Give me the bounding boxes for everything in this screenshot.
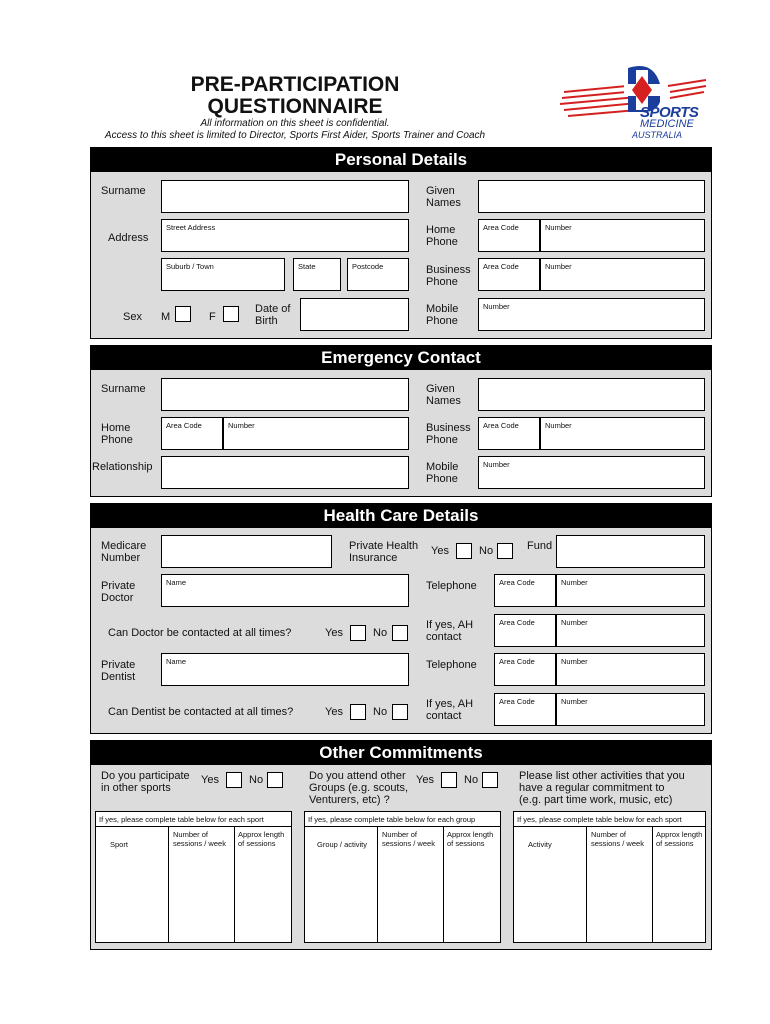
- fund-label: Fund: [527, 540, 553, 552]
- dentist-no-label: No: [373, 706, 388, 718]
- sports-table[interactable]: [95, 811, 292, 943]
- surname-label: Surname: [101, 185, 146, 197]
- dentist-no-checkbox[interactable]: [392, 704, 408, 720]
- mobile-phone-label: Mobile Phone: [426, 303, 459, 327]
- male-label: M: [161, 311, 171, 323]
- mobile-phone-field[interactable]: [478, 298, 705, 331]
- doctor-ah-area-field[interactable]: [494, 614, 556, 647]
- groups-no-label: No: [464, 774, 479, 786]
- groups-col-sessions: Number of sessions / week: [382, 830, 435, 848]
- logo-text-sports: SPORTS: [640, 104, 699, 121]
- number-hint: Number: [561, 618, 588, 627]
- number-hint: Number: [561, 657, 588, 666]
- street-address-field[interactable]: [161, 219, 409, 252]
- number-hint: Number: [545, 262, 572, 271]
- confidential-note: All information on this sheet is confidential.: [200, 118, 390, 129]
- doctor-no-label: No: [373, 627, 388, 639]
- number-hint: Number: [545, 223, 572, 232]
- given-names-field[interactable]: [478, 180, 705, 213]
- fund-field[interactable]: [556, 535, 705, 568]
- number-hint: Number: [228, 421, 255, 430]
- ec-mobile-field[interactable]: [478, 456, 705, 489]
- groups-col-group: Group / activity: [317, 840, 368, 849]
- ec-surname-field[interactable]: [161, 378, 409, 411]
- dentist-area-field[interactable]: [494, 653, 556, 686]
- postcode-hint: Postcode: [352, 262, 384, 271]
- street-address-hint: Street Address: [166, 223, 216, 232]
- activities-table-note: If yes, please complete table below for each sport: [517, 815, 682, 824]
- number-hint: Number: [545, 421, 572, 430]
- activities-col-activity: Activity: [528, 840, 552, 849]
- groups-no-checkbox[interactable]: [482, 772, 498, 788]
- sports-yes-label: Yes: [201, 774, 219, 786]
- number-hint: Number: [561, 578, 588, 587]
- suburb-hint: Suburb / Town: [166, 262, 214, 271]
- other-commitments-section: [90, 740, 712, 950]
- other-commitments-heading: Other Commitments: [91, 741, 711, 765]
- male-checkbox[interactable]: [175, 306, 191, 322]
- doctor-area-field[interactable]: [494, 574, 556, 607]
- doctor-ah-number-field[interactable]: [556, 614, 705, 647]
- home-phone-area-field[interactable]: [478, 219, 540, 252]
- groups-table[interactable]: [304, 811, 501, 943]
- dentist-ah-number-field[interactable]: [556, 693, 705, 726]
- logo-text-medicine: MEDICINE: [640, 118, 694, 130]
- sports-table-note: If yes, please complete table below for each sport: [99, 815, 264, 824]
- ph-no-label: No: [479, 545, 494, 557]
- personal-details-section: [90, 147, 712, 339]
- surname-field[interactable]: [161, 180, 409, 213]
- female-checkbox[interactable]: [223, 306, 239, 322]
- doctor-yes-checkbox[interactable]: [350, 625, 366, 641]
- ec-given-names-label: Given Names: [426, 383, 461, 407]
- q-other-groups: Do you attend other Groups (e.g. scouts, Venturers, etc) ?: [309, 770, 409, 806]
- ec-business-phone-label: Business Phone: [426, 422, 471, 446]
- private-health-label: Private Health Insurance: [349, 540, 419, 564]
- home-phone-number-field[interactable]: [540, 219, 705, 252]
- area-code-hint: Area Code: [499, 657, 535, 666]
- sex-label: Sex: [123, 311, 142, 323]
- female-label: F: [209, 311, 216, 323]
- doctor-ah-label: If yes, AH contact: [426, 619, 474, 643]
- doctor-telephone-label: Telephone: [426, 580, 477, 592]
- area-code-hint: Area Code: [499, 697, 535, 706]
- ec-home-number-field[interactable]: [223, 417, 409, 450]
- number-hint: Number: [483, 302, 510, 311]
- relationship-field[interactable]: [161, 456, 409, 489]
- sports-col-sport: Sport: [110, 840, 128, 849]
- medicare-field[interactable]: [161, 535, 332, 568]
- name-hint: Name: [166, 657, 187, 666]
- groups-yes-checkbox[interactable]: [441, 772, 457, 788]
- address-label: Address: [108, 232, 149, 244]
- business-phone-label: Business Phone: [426, 264, 471, 288]
- state-hint: State: [298, 262, 316, 271]
- ec-business-area-field[interactable]: [478, 417, 540, 450]
- private-doctor-label: Private Doctor: [101, 580, 136, 604]
- business-phone-area-field[interactable]: [478, 258, 540, 291]
- sports-col-sessions: Number of sessions / week: [173, 830, 226, 848]
- number-hint: Number: [561, 697, 588, 706]
- ec-mobile-phone-label: Mobile Phone: [426, 461, 459, 485]
- dentist-contact-question: Can Dentist be contacted at all times?: [108, 706, 294, 718]
- sports-yes-checkbox[interactable]: [226, 772, 242, 788]
- doctor-no-checkbox[interactable]: [392, 625, 408, 641]
- home-phone-label: Home Phone: [426, 224, 458, 248]
- ec-home-phone-label: Home Phone: [101, 422, 133, 446]
- q-other-sports: Do you participate in other sports: [101, 770, 190, 794]
- given-names-label: Given Names: [426, 185, 461, 209]
- health-care-section: [90, 503, 712, 734]
- area-code-hint: Area Code: [483, 223, 519, 232]
- doctor-name-field[interactable]: [161, 574, 409, 607]
- dob-field[interactable]: [300, 298, 409, 331]
- activities-col-length: Approx length of sessions: [656, 830, 703, 848]
- activities-col-sessions: Number of sessions / week: [591, 830, 644, 848]
- doctor-contact-question: Can Doctor be contacted at all times?: [108, 627, 292, 639]
- dentist-name-field[interactable]: [161, 653, 409, 686]
- business-phone-number-field[interactable]: [540, 258, 705, 291]
- area-code-hint: Area Code: [499, 578, 535, 587]
- name-hint: Name: [166, 578, 187, 587]
- area-code-hint: Area Code: [483, 262, 519, 271]
- dob-label: Date of Birth: [255, 303, 291, 327]
- area-code-hint: Area Code: [166, 421, 202, 430]
- dentist-telephone-label: Telephone: [426, 659, 477, 671]
- ph-yes-label: Yes: [431, 545, 449, 557]
- state-field[interactable]: [293, 258, 341, 291]
- postcode-field[interactable]: [347, 258, 409, 291]
- doctor-number-field[interactable]: [556, 574, 705, 607]
- ec-given-names-field[interactable]: [478, 378, 705, 411]
- private-dentist-label: Private Dentist: [101, 659, 136, 683]
- ec-surname-label: Surname: [101, 383, 146, 395]
- sports-col-length: Approx length of sessions: [238, 830, 285, 848]
- sports-no-checkbox[interactable]: [267, 772, 283, 788]
- health-care-heading: Health Care Details: [91, 504, 711, 528]
- emergency-contact-section: [90, 345, 712, 497]
- page-title-line2: QUESTIONNAIRE: [207, 95, 383, 118]
- dentist-number-field[interactable]: [556, 653, 705, 686]
- ec-home-area-field[interactable]: [161, 417, 223, 450]
- dentist-yes-checkbox[interactable]: [350, 704, 366, 720]
- sports-no-label: No: [249, 774, 264, 786]
- personal-details-heading: Personal Details: [91, 148, 711, 172]
- dentist-ah-label: If yes, AH contact: [426, 698, 474, 722]
- dentist-ah-area-field[interactable]: [494, 693, 556, 726]
- emergency-contact-heading: Emergency Contact: [91, 346, 711, 370]
- medicare-label: Medicare Number: [101, 540, 147, 564]
- number-hint: Number: [483, 460, 510, 469]
- ph-yes-checkbox[interactable]: [456, 543, 472, 559]
- doctor-yes-label: Yes: [325, 627, 343, 639]
- groups-col-length: Approx length of sessions: [447, 830, 494, 848]
- q-other-activities: Please list other activities that you have a regular commitment to (e.g. part time work, music, etc): [519, 770, 685, 806]
- ec-business-number-field[interactable]: [540, 417, 705, 450]
- suburb-field[interactable]: [161, 258, 285, 291]
- groups-table-note: If yes, please complete table below for each group: [308, 815, 476, 824]
- page-title-line1: PRE-PARTICIPATION: [190, 73, 400, 96]
- activities-table[interactable]: [513, 811, 706, 943]
- area-code-hint: Area Code: [483, 421, 519, 430]
- access-note: Access to this sheet is limited to Director, Sports First Aider, Sports Trainer and Coach: [104, 130, 486, 141]
- dentist-yes-label: Yes: [325, 706, 343, 718]
- relationship-label: Relationship: [92, 461, 153, 473]
- groups-yes-label: Yes: [416, 774, 434, 786]
- ph-no-checkbox[interactable]: [497, 543, 513, 559]
- logo-text-australia: AUSTRALIA: [632, 130, 683, 140]
- area-code-hint: Area Code: [499, 618, 535, 627]
